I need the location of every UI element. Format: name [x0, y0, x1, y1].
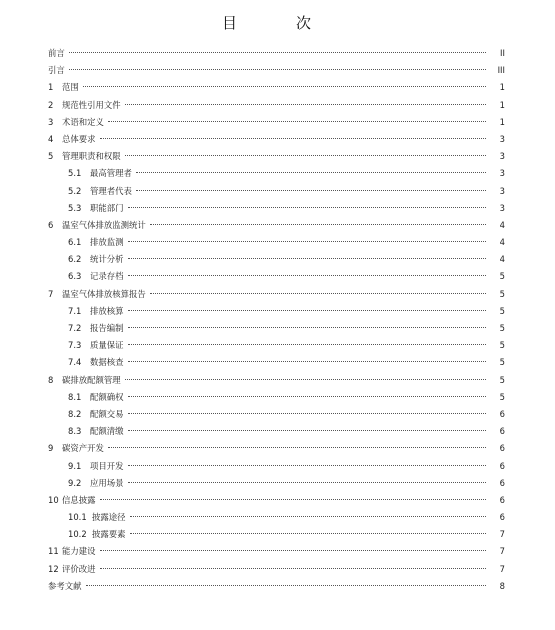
toc-entry-page: 6 [499, 460, 505, 471]
dot-leader [108, 447, 486, 448]
toc-entry-label: 前言 [48, 48, 65, 58]
dot-leader [125, 379, 486, 380]
toc-entry-label: 职能部门 [90, 202, 124, 213]
dot-leader [100, 138, 487, 139]
table-of-contents [0, 45, 555, 595]
toc-entry-label: 范围 [62, 82, 79, 93]
toc-entry-page: 4 [499, 219, 505, 230]
toc-entry-number: 8.1 [68, 391, 82, 402]
toc-entry-label: 引言 [48, 65, 65, 76]
toc-entry-number: 5.1 [68, 168, 82, 179]
toc-entry-number: 8.3 [68, 426, 82, 437]
toc-entry-label: 碳排放配额管理 [62, 374, 121, 385]
toc-entry-label: 记录存档 [90, 271, 124, 282]
toc-entry[interactable] [0, 337, 555, 354]
toc-entry-label: 配额清缴 [90, 426, 124, 437]
toc-entry-number: 10 [48, 494, 59, 505]
toc-entry-label: 配额确权 [90, 391, 124, 402]
toc-entry[interactable] [0, 97, 555, 114]
toc-entry-number: 7.3 [68, 340, 82, 351]
toc-entry-number: 7.4 [68, 357, 82, 368]
toc-entry[interactable] [0, 62, 555, 79]
dot-leader [69, 52, 486, 53]
toc-entry[interactable] [0, 251, 555, 268]
toc-entry-page: 6 [499, 477, 505, 488]
toc-entry-page: 5 [499, 357, 505, 368]
dot-leader [128, 310, 487, 311]
toc-entry-label: 管理职责和权限 [62, 151, 121, 162]
dot-leader [128, 361, 487, 362]
dot-leader [83, 86, 486, 87]
toc-entry-page: 5 [499, 340, 505, 351]
toc-entry-page: 4 [499, 254, 505, 265]
dot-leader [100, 499, 487, 500]
toc-entry-page: 4 [499, 237, 505, 248]
toc-entry-number: 5.3 [68, 202, 82, 213]
toc-entry[interactable] [0, 458, 555, 475]
toc-entry[interactable] [0, 561, 555, 578]
toc-entry-label: 能力建设 [62, 546, 96, 557]
dot-leader [125, 104, 486, 105]
toc-entry-page: 5 [499, 391, 505, 402]
dot-leader [128, 344, 487, 345]
dot-leader [108, 121, 486, 122]
toc-entry[interactable] [0, 406, 555, 423]
toc-entry-label: 统计分析 [90, 254, 124, 265]
toc-entry-label: 术语和定义 [62, 116, 104, 127]
toc-entry-page: 5 [499, 271, 505, 282]
toc-entry-page: 7 [499, 529, 505, 540]
dot-leader [128, 207, 487, 208]
toc-entry-page: 3 [499, 133, 505, 144]
toc-entry-page: 6 [499, 512, 505, 523]
toc-entry-label: 温室气体排放监测统计 [62, 219, 146, 230]
toc-entry-page: 3 [499, 168, 505, 179]
toc-entry-number: 8 [48, 374, 54, 385]
toc-entry-number: 6.2 [68, 254, 82, 265]
toc-entry-page: 5 [499, 323, 505, 333]
toc-entry-number: 10.1 [68, 512, 87, 523]
toc-entry-page: 3 [499, 185, 505, 196]
toc-entry-page: 6 [499, 408, 505, 419]
toc-entry-label: 质量保证 [90, 340, 124, 351]
toc-entry-page: 1 [499, 82, 505, 93]
dot-leader [130, 516, 487, 517]
toc-entry-page: 8 [499, 580, 505, 591]
toc-entry[interactable] [0, 320, 555, 337]
dot-leader [128, 465, 487, 466]
toc-entry-label: 项目开发 [90, 460, 124, 471]
toc-entry-page: 3 [499, 202, 505, 213]
toc-entry-page: II [500, 48, 505, 58]
toc-entry[interactable] [0, 543, 555, 560]
dot-leader [128, 482, 487, 483]
page-title: 目 次 [221, 14, 333, 32]
toc-entry-number: 6 [48, 219, 54, 230]
toc-entry-page: 5 [499, 374, 505, 385]
toc-entry-page: 5 [499, 288, 505, 299]
toc-entry-label: 参考文献 [48, 580, 82, 591]
dot-leader [100, 550, 487, 551]
toc-entry-page: 7 [499, 563, 505, 574]
toc-entry-page: 3 [499, 151, 505, 162]
toc-entry-label: 信息披露 [62, 494, 96, 505]
toc-entry[interactable] [0, 114, 555, 131]
toc-entry-number: 9 [48, 443, 54, 454]
toc-entry[interactable] [0, 509, 555, 526]
toc-entry-number: 4 [48, 133, 54, 144]
toc-entry-number: 11 [48, 546, 59, 557]
toc-entry-label: 披露要素 [92, 529, 126, 540]
toc-entry[interactable] [0, 183, 555, 200]
dot-leader [136, 190, 486, 191]
toc-entry-number: 1 [48, 82, 54, 93]
toc-entry-number: 7.1 [68, 305, 82, 316]
toc-entry-page: 6 [499, 494, 505, 505]
dot-leader [128, 413, 487, 414]
toc-entry[interactable] [0, 148, 555, 165]
toc-entry-label: 温室气体排放核算报告 [62, 288, 146, 299]
toc-entry[interactable] [0, 200, 555, 217]
toc-entry[interactable] [0, 440, 555, 457]
toc-entry[interactable] [0, 492, 555, 509]
dot-leader [128, 430, 487, 431]
dot-leader [130, 533, 487, 534]
toc-entry[interactable] [0, 234, 555, 251]
dot-leader [128, 275, 487, 276]
toc-entry-number: 9.2 [68, 477, 82, 488]
toc-entry[interactable] [0, 372, 555, 389]
toc-entry-page: 7 [499, 546, 505, 557]
dot-leader [69, 69, 486, 70]
dot-leader [128, 258, 487, 259]
toc-entry-label: 报告编制 [90, 323, 124, 333]
toc-entry-label: 排放监测 [90, 237, 124, 248]
toc-entry-number: 5.2 [68, 185, 82, 196]
toc-entry-number: 10.2 [68, 529, 87, 540]
toc-entry-label: 配额交易 [90, 408, 124, 419]
dot-leader [150, 224, 486, 225]
toc-entry-page: 6 [499, 443, 505, 454]
toc-entry[interactable] [0, 389, 555, 406]
dot-leader [100, 568, 487, 569]
toc-entry-page: III [497, 65, 505, 76]
toc-entry-number: 7 [48, 288, 54, 299]
toc-entry-page: 6 [499, 426, 505, 437]
toc-entry-number: 12 [48, 563, 59, 574]
toc-entry-label: 最高管理者 [90, 168, 132, 179]
toc-entry[interactable] [0, 165, 555, 182]
toc-entry-number: 5 [48, 151, 54, 162]
toc-entry-number: 6.1 [68, 237, 82, 248]
dot-leader [150, 293, 486, 294]
toc-entry[interactable] [0, 475, 555, 492]
toc-entry-label: 评价改进 [62, 563, 96, 574]
toc-entry-number: 6.3 [68, 271, 82, 282]
toc-entry[interactable] [0, 217, 555, 234]
toc-entry-number: 7.2 [68, 323, 82, 333]
toc-entry-number: 8.2 [68, 408, 82, 419]
toc-entry-number: 2 [48, 99, 54, 110]
toc-entry[interactable] [0, 354, 555, 371]
dot-leader [86, 585, 487, 586]
toc-entry-label: 披露途径 [92, 512, 126, 523]
toc-entry[interactable] [0, 45, 555, 62]
toc-entry[interactable] [0, 268, 555, 285]
toc-entry-page: 1 [499, 116, 505, 127]
dot-leader [128, 241, 487, 242]
toc-entry[interactable] [0, 131, 555, 148]
toc-entry-number: 9.1 [68, 460, 82, 471]
toc-entry[interactable] [0, 423, 555, 440]
toc-entry[interactable] [0, 526, 555, 543]
toc-entry[interactable] [0, 578, 555, 595]
toc-entry-number: 3 [48, 116, 54, 127]
toc-entry-label: 数据核查 [90, 357, 124, 368]
toc-entry-label: 排放核算 [90, 305, 124, 316]
dot-leader [136, 172, 486, 173]
toc-entry-label: 碳资产开发 [62, 443, 104, 454]
dot-leader [128, 396, 487, 397]
toc-entry[interactable] [0, 79, 555, 96]
toc-entry-page: 5 [499, 305, 505, 316]
toc-entry-label: 管理者代表 [90, 185, 132, 196]
toc-entry[interactable] [0, 286, 555, 303]
toc-entry-page: 1 [499, 99, 505, 110]
dot-leader [128, 327, 487, 328]
toc-entry-label: 应用场景 [90, 477, 124, 488]
dot-leader [125, 155, 486, 156]
toc-entry[interactable] [0, 303, 555, 320]
toc-entry-label: 规范性引用文件 [62, 99, 121, 110]
toc-entry-label: 总体要求 [62, 133, 96, 144]
